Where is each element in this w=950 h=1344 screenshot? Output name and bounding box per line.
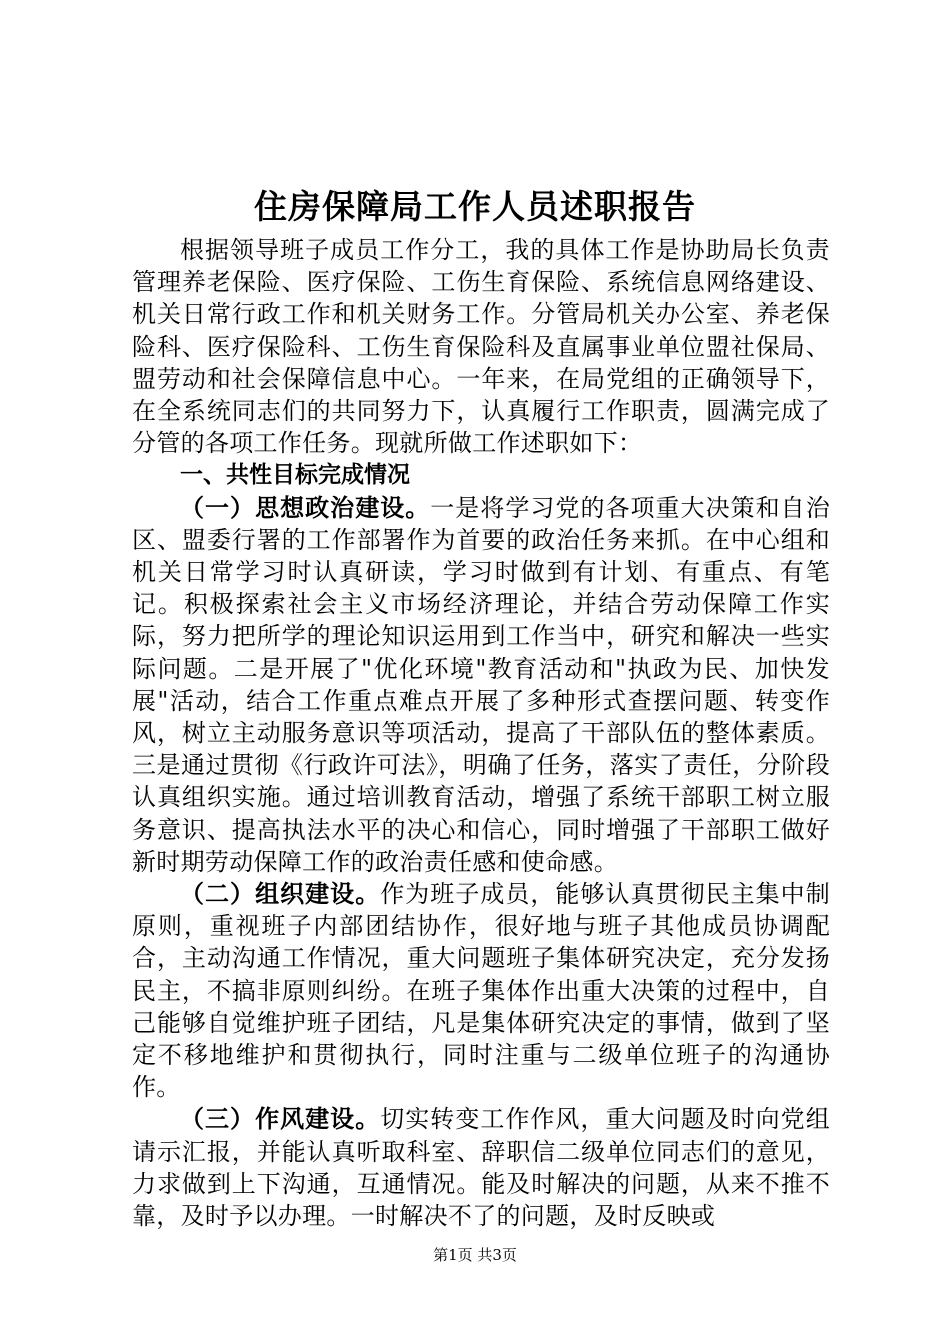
paragraph-work-style bbox=[132, 1103, 830, 1232]
intro-paragraph: 根据领导班子成员工作分工，我的具体工作是协助局长负责管理养老保险、医疗保险、工伤生育保险、系统信息网络建设、机关日常行政工作和机关财务工作。分管局机关办公室、养老保险科、医疗保险科、工伤生育保险科及直属事业单位盟社保局、盟劳动和社会保障信息中心。一年来，在局党组的正确领导下，在全系统同志们的共同努力下，认真履行工作职责，圆满完成了分管的各项工作任务。现就所做工作述职如下： bbox=[132, 236, 830, 458]
paragraph-lead: （三）作风建设。 bbox=[180, 1105, 381, 1134]
paragraph-ideology bbox=[132, 492, 830, 878]
paragraph-lead: （二）组织建设。 bbox=[180, 880, 381, 909]
page-number-footer: 第1页 共3页 bbox=[433, 1246, 517, 1264]
document-title: 住房保障局工作人员述职报告 bbox=[254, 187, 696, 226]
paragraph-text: 作为班子成员，能够认真贯彻民主集中制原则，重视班子内部团结协作，很好地与班子其他成员协调配合，主动沟通工作情况，重大问题班子集体研究决定，充分发扬民主，不搞非原则纠纷。在班子集体作出重大决策的过程中，自己能够自觉维护班子团结，凡是集体研究决定的事情，做到了坚定不移地维护和贯彻执行，同时注重与二级单位班子的沟通协作。 bbox=[132, 880, 831, 1102]
paragraph-lead: （一）思想政治建设。 bbox=[180, 493, 431, 522]
paragraph-text: 切实转变工作作风，重大问题及时向党组请示汇报，并能认真听取科室、辞职信二级单位同志们的意见，力求做到上下沟通，互通情况。能及时解决的问题，从来不推不靠，及时予以办理。一时解决不了的问题，及时反映或 bbox=[132, 1105, 831, 1231]
paragraph-text: 一是将学习党的各项重大决策和自治区、盟委行署的工作部署作为首要的政治任务来抓。在中心组和机关日常学习时认真研读，学习时做到有计划、有重点、有笔记。积极探索社会主义市场经济理论，并结合劳动保障工作实际，努力把所学的理论知识运用到工作当中，研究和解决一些实际问题。二是开展了"优化环境"教育活动和"执政为民、加快发展"活动，结合工作重点难点开展了多种形式查摆问题、转变作风，树立主动服务意识等项活动，提高了干部队伍的整体素质。三是通过贯彻《行政许可法》，明确了任务，落实了责任，分阶段认真组织实施。通过培训教育活动，增强了系统干部职工树立服务意识、提高执法水平的决心和信心，同时增强了干部职工做好新时期劳动保障工作的政治责任感和使命感。 bbox=[132, 493, 830, 876]
document-body bbox=[132, 234, 830, 1232]
section-heading: 一、共性目标完成情况 bbox=[180, 462, 410, 489]
paragraph-organization bbox=[132, 878, 830, 1103]
